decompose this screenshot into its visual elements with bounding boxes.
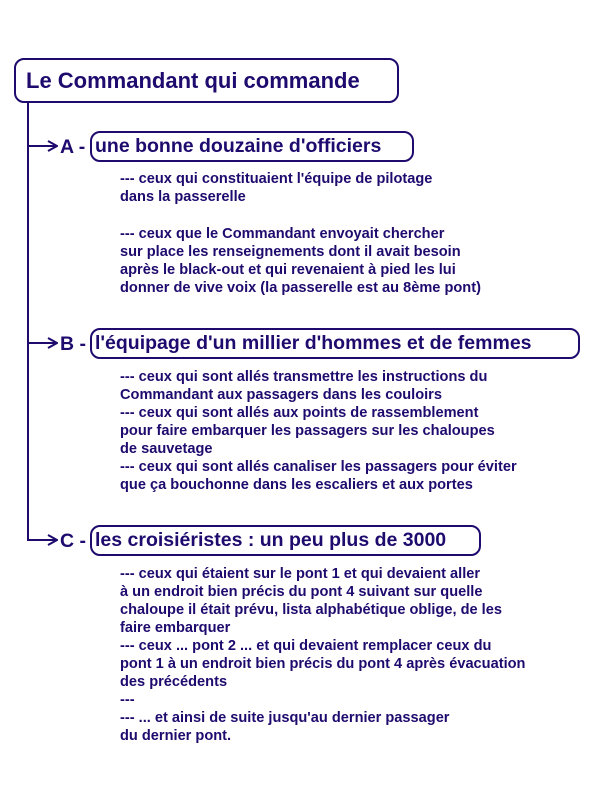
branch-a-text-2: --- ceux que le Commandant envoyait chercher sur place les renseignements dont il avait besoin après le black-out et qui revenaient à pied les lui donner de vive voix (la passerelle est au 8ème pont): [120, 226, 481, 296]
branch-a-heading: une bonne douzaine d'officiers: [90, 131, 414, 162]
arrow-icon: [28, 140, 58, 152]
branch-c-text: --- ceux qui étaient sur le pont 1 et qui devaient aller à un endroit bien précis du pont 4 suivant sur quelle chaloupe il était prévu, lista alphabétique oblige, de les faire embarquer --- ceux ... pont 2 ... et qui devaient remplacer ceux du pont 1 à un endroit bien précis du pont 4 après évacuation des précédents --- --- ... et ainsi de suite jusqu'au dernier passager du dernier pont.: [120, 566, 526, 744]
branch-b-label: B -: [60, 333, 86, 355]
arrow-icon: [28, 337, 58, 349]
branch-c-label: C -: [60, 530, 86, 552]
branch-c-heading: les croisiéristes : un peu plus de 3000: [90, 525, 481, 556]
connector-trunk: [27, 102, 29, 541]
branch-a-text-1: --- ceux qui constituaient l'équipe de pilotage dans la passerelle: [120, 171, 433, 205]
branch-a-label: A -: [60, 136, 86, 158]
root-node-title: Le Commandant qui commande: [14, 58, 399, 103]
branch-b-heading: l'équipage d'un millier d'hommes et de femmes: [90, 328, 580, 359]
arrow-icon: [28, 534, 58, 546]
branch-b-text: --- ceux qui sont allés transmettre les instructions du Commandant aux passagers dans les couloirs --- ceux qui sont allés aux points de rassemblement pour faire embarquer les passagers sur les chaloupes de sauvetage --- ceux qui sont allés canaliser les passagers pour éviter que ça bouchonne dans les escaliers et aux portes: [120, 369, 517, 493]
